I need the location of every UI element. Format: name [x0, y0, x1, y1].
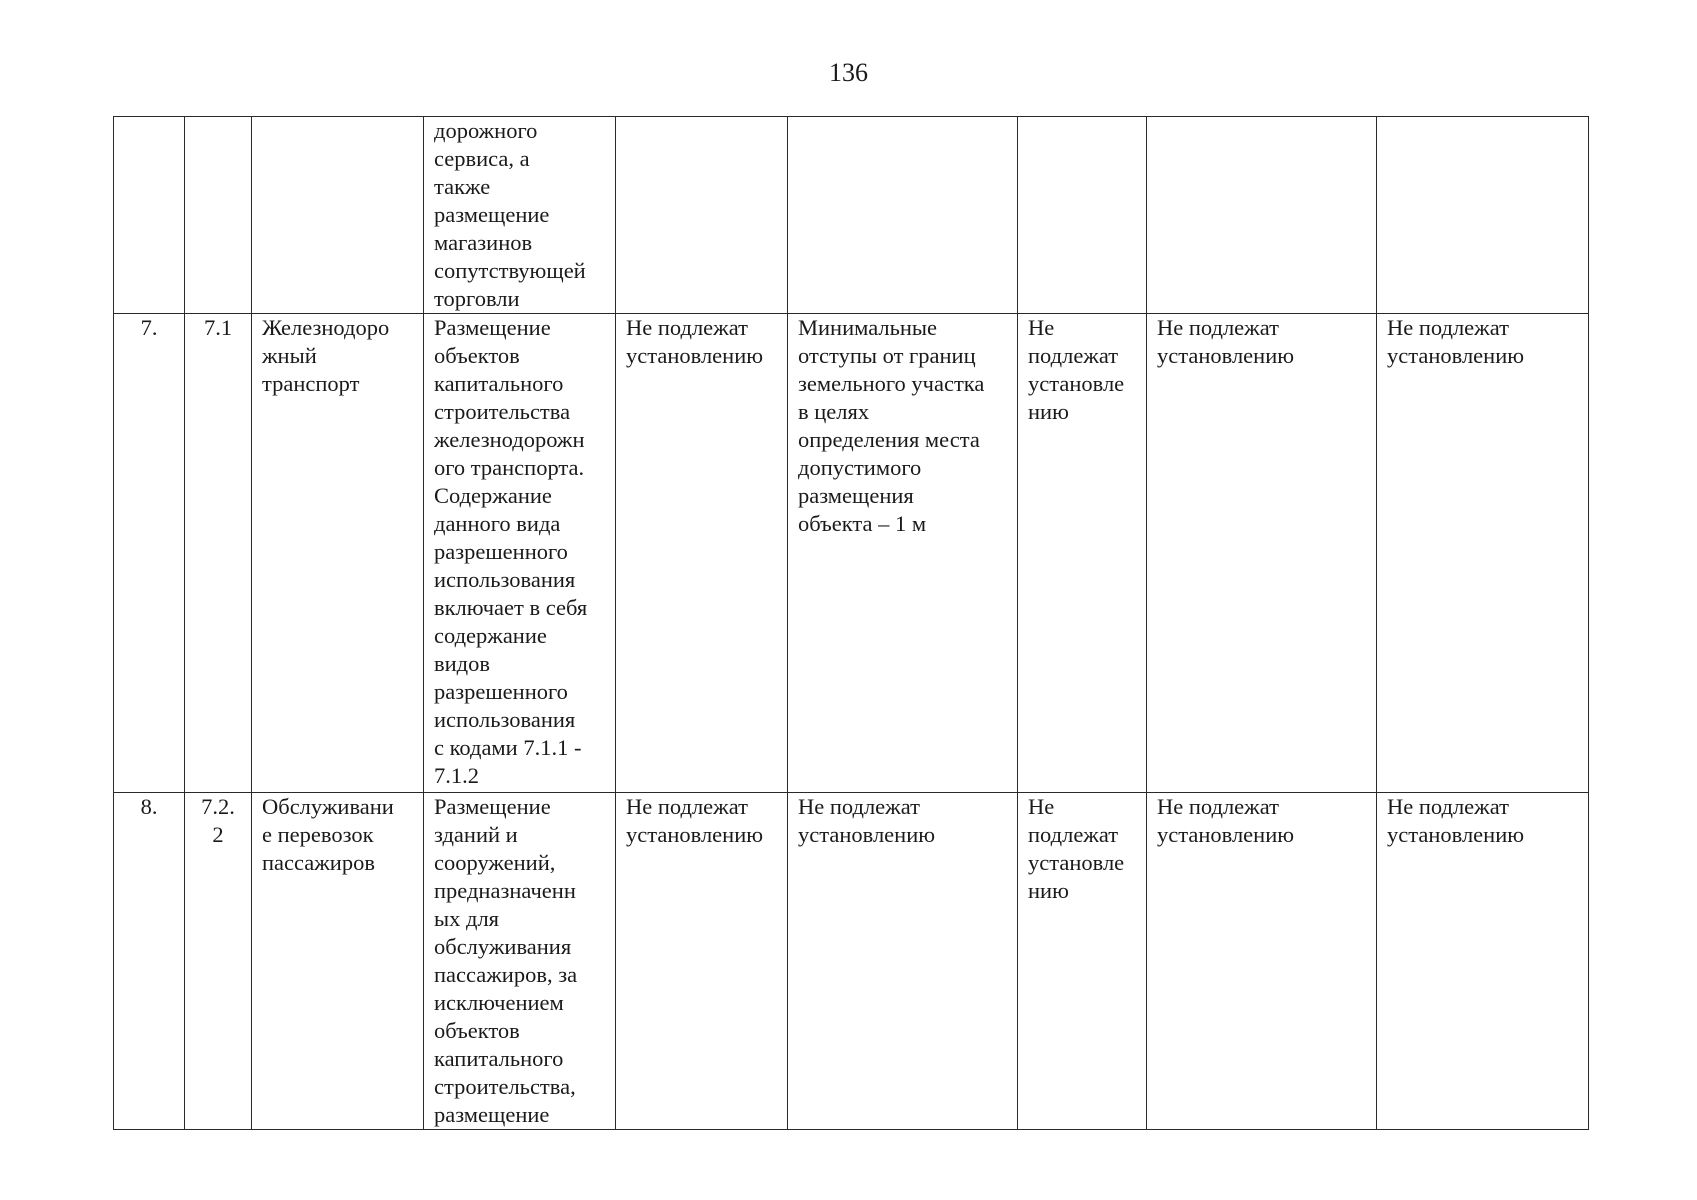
text-line: пассажиров	[262, 850, 375, 875]
text-line: 7.2.	[201, 794, 235, 819]
text-line: Не подлежат	[1157, 315, 1279, 340]
text-line: размещение	[434, 202, 550, 227]
text-line: зданий и	[434, 822, 518, 847]
text-line: ого транспорта.	[434, 455, 585, 480]
text-line: Не	[1028, 794, 1055, 819]
cell-col6	[788, 117, 1018, 314]
cell-col6	[788, 793, 1018, 1130]
cell-number	[114, 117, 185, 314]
table-row-continuation	[114, 117, 1589, 314]
text-line: Не подлежат	[798, 794, 920, 819]
text-line: обслуживания	[434, 934, 572, 959]
cell-use-description	[424, 793, 616, 1130]
text-line: торговли	[434, 286, 520, 311]
text-line: капитального	[434, 371, 564, 396]
cell-col7	[1018, 117, 1147, 314]
cell-use-description	[424, 314, 616, 793]
text-line: размещение	[434, 1102, 550, 1127]
text-line: жный	[262, 343, 317, 368]
text-line: установлению	[626, 822, 764, 847]
cell-col6	[788, 314, 1018, 793]
cell-use-name	[252, 793, 424, 1130]
text-line: данного вида	[434, 511, 561, 536]
cell-col8	[1147, 793, 1377, 1130]
text-line: установлению	[1387, 822, 1525, 847]
text-line: сервиса, а	[434, 146, 530, 171]
text-line: определения места	[798, 427, 980, 452]
text-line: е перевозок	[262, 822, 374, 847]
text-line: отступы от границ	[798, 343, 976, 368]
cell-col9	[1377, 793, 1589, 1130]
text-line: объектов	[434, 343, 520, 368]
cell-code	[185, 793, 252, 1130]
cell-code: 7.1	[185, 314, 252, 793]
text-line: Не подлежат	[1387, 794, 1509, 819]
text-line: Обслуживани	[262, 794, 394, 819]
cell-col8	[1147, 314, 1377, 793]
text-line: 2	[212, 822, 224, 847]
text-line: в целях	[798, 399, 870, 424]
text-line: строительства,	[434, 1074, 576, 1099]
text-line: ых для	[434, 906, 500, 931]
cell-use-description	[424, 117, 616, 314]
text-line: с кодами 7.1.1 -	[434, 735, 582, 760]
text-line: Не подлежат	[626, 794, 748, 819]
text-line: видов	[434, 651, 490, 676]
text-line: Не подлежат	[1157, 794, 1279, 819]
cell-use-name	[252, 117, 424, 314]
cell-number: 7.	[114, 314, 185, 793]
text-line: включает в себя	[434, 595, 588, 620]
cell-col9	[1377, 117, 1589, 314]
text-line: установлению	[1157, 343, 1295, 368]
cell-col5	[616, 793, 788, 1130]
text-line: размещения	[798, 483, 914, 508]
text-line: исключением	[434, 990, 564, 1015]
text-line: объектов	[434, 1018, 520, 1043]
page-number: 136	[829, 58, 868, 87]
text-line: содержание	[434, 623, 547, 648]
text-line: установле	[1028, 850, 1125, 875]
text-line: Размещение	[434, 315, 551, 340]
text-line: Не подлежат	[1387, 315, 1509, 340]
text-line: установлению	[1387, 343, 1525, 368]
text-line: Не подлежат	[626, 315, 748, 340]
text-line: разрешенного	[434, 679, 568, 704]
text-line: земельного участка	[798, 371, 985, 396]
text-line: Железнодоро	[262, 315, 390, 340]
land-use-table	[113, 116, 1589, 1130]
text-line: нию	[1028, 878, 1069, 903]
cell-col9	[1377, 314, 1589, 793]
text-line: Не	[1028, 315, 1055, 340]
text-line: строительства	[434, 399, 571, 424]
cell-code	[185, 117, 252, 314]
cell-col8	[1147, 117, 1377, 314]
text-line: использования	[434, 567, 576, 592]
text-line: нию	[1028, 399, 1069, 424]
table-row-7	[114, 314, 1589, 793]
cell-use-name	[252, 314, 424, 793]
text-line: установлению	[1157, 822, 1295, 847]
cell-col7	[1018, 793, 1147, 1130]
text-line: 7.1.2	[434, 763, 479, 788]
text-line: пассажиров, за	[434, 962, 578, 987]
text-line: магазинов	[434, 230, 533, 255]
text-line: Минимальные	[798, 315, 938, 340]
text-line: установлению	[626, 343, 764, 368]
text-line: использования	[434, 707, 576, 732]
text-line: объекта – 1 м	[798, 511, 927, 536]
text-line: сооружений,	[434, 850, 556, 875]
text-line: Содержание	[434, 483, 552, 508]
text-line: железнодорожн	[434, 427, 585, 452]
text-line: сопутствующей	[434, 258, 586, 283]
text-line: Размещение	[434, 794, 551, 819]
text-line: дорожного	[434, 118, 538, 143]
cell-col5	[616, 314, 788, 793]
text-line: подлежат	[1028, 822, 1119, 847]
text-line: допустимого	[798, 455, 922, 480]
text-line: подлежат	[1028, 343, 1119, 368]
text-line: разрешенного	[434, 539, 568, 564]
text-line: также	[434, 174, 491, 199]
text-line: капитального	[434, 1046, 564, 1071]
cell-col7	[1018, 314, 1147, 793]
cell-number: 8.	[114, 793, 185, 1130]
text-line: установлению	[798, 822, 936, 847]
text-line: предназначенн	[434, 878, 576, 903]
cell-col5	[616, 117, 788, 314]
text-line: транспорт	[262, 371, 360, 396]
text-line: установле	[1028, 371, 1125, 396]
table-row-8	[114, 793, 1589, 1130]
